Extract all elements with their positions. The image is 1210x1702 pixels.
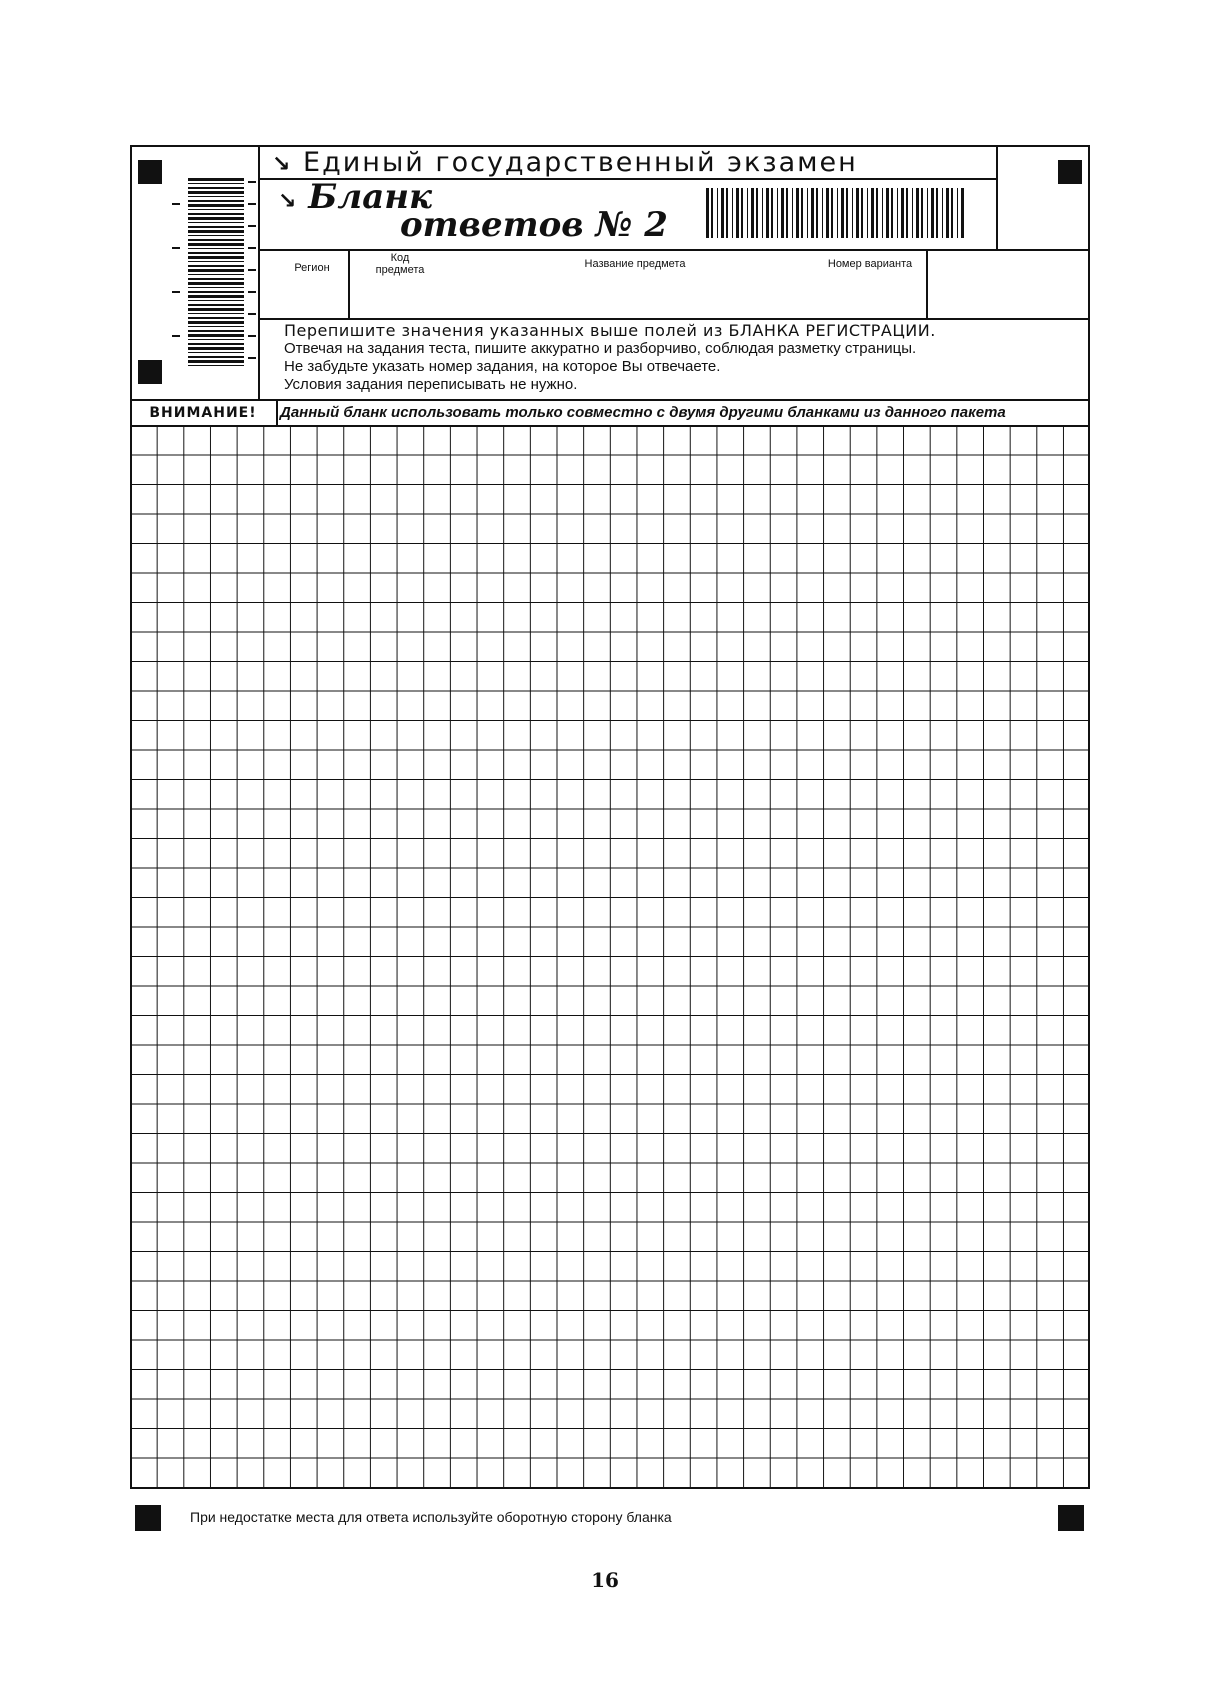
exam-title bbox=[272, 147, 858, 178]
barcode-tick bbox=[172, 203, 180, 205]
arrow-icon: ↘ bbox=[272, 152, 293, 177]
barcode-tick bbox=[248, 313, 256, 315]
divider-fields-bottom bbox=[258, 318, 1090, 320]
barcode-tick bbox=[248, 225, 256, 227]
divider-left-column bbox=[258, 145, 260, 401]
corner-marker-bottom-right bbox=[1058, 1505, 1084, 1531]
barcode-tick bbox=[248, 203, 256, 205]
subject-name-label: Название предмета bbox=[584, 258, 686, 270]
barcode-tick bbox=[172, 247, 180, 249]
exam-title-text: Единый государственный экзамен bbox=[303, 147, 858, 178]
attention-text: Данный бланк использовать только совместно с двумя другими бланками из данного пакета bbox=[280, 404, 1006, 421]
barcode-tick bbox=[248, 181, 256, 183]
divider-attention-label bbox=[276, 399, 278, 425]
corner-marker-top-right bbox=[1058, 160, 1082, 184]
arrow-icon: ↘ bbox=[278, 189, 297, 214]
barcode-tick bbox=[248, 357, 256, 359]
subject-code-label: Код предмета bbox=[375, 252, 425, 276]
barcode-tick bbox=[248, 335, 256, 337]
instructions bbox=[284, 322, 936, 394]
barcode-tick bbox=[248, 291, 256, 293]
corner-marker-bottom-left bbox=[135, 1505, 161, 1531]
divider-right-column bbox=[996, 145, 998, 251]
horizontal-barcode bbox=[706, 188, 966, 238]
variant-number-label: Номер варианта bbox=[827, 258, 913, 270]
page-number: 16 bbox=[591, 1568, 619, 1592]
barcode-tick bbox=[248, 247, 256, 249]
divider-field-2 bbox=[926, 249, 928, 319]
instruction-line: Отвечая на задания теста, пишите аккуратно и разборчиво, соблюдая разметку страницы. bbox=[284, 340, 917, 357]
barcode-tick bbox=[248, 269, 256, 271]
footer-note: При недостатке места для ответа используйте оборотную сторону бланка bbox=[190, 1509, 672, 1525]
divider-fields-top bbox=[258, 249, 1090, 251]
barcode-tick bbox=[172, 291, 180, 293]
corner-marker-top-left bbox=[138, 160, 162, 184]
form-title-line1-text: Бланк bbox=[308, 177, 433, 217]
instruction-line: Перепишите значения указанных выше полей из БЛАНКА РЕГИСТРАЦИИ. bbox=[284, 321, 936, 340]
instruction-line: Не забудьте указать номер задания, на которое Вы отвечаете. bbox=[284, 358, 721, 375]
vertical-barcode bbox=[188, 178, 244, 368]
attention-label: ВНИМАНИЕ! bbox=[149, 405, 257, 421]
region-label: Регион bbox=[294, 262, 330, 274]
divider-field-1 bbox=[348, 249, 350, 319]
answer-grid-border bbox=[130, 425, 1090, 1489]
instruction-line: Условия задания переписывать не нужно. bbox=[284, 376, 578, 393]
form-title-line2: ответов № 2 bbox=[400, 205, 668, 245]
corner-marker-mid-left bbox=[138, 360, 162, 384]
barcode-tick bbox=[172, 335, 180, 337]
